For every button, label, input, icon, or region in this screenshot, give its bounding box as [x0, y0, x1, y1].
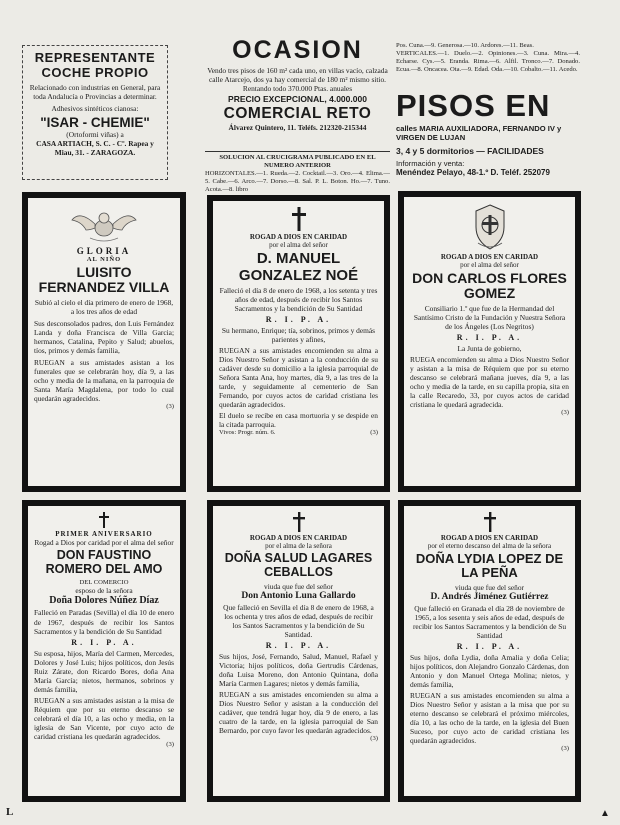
obituary-profession: DEL COMERCIO: [79, 578, 129, 586]
obituary-salud-lagares-ceballos: [207, 500, 390, 802]
obituary-date-text: Falleció el día 8 de enero de 1968, a los setenta y tres años de edad, después de recibir los Santos Sacramentos y la bendición de Su Santidad: [219, 286, 378, 314]
crossword-solution-body: HORIZONTALES.—1. Rueda.—2. Cocktail.—3. Oro.—4. Elima.—5. Cabe.—6. Arco.—7. Dorso.—8. Sal. P. L. Boton. Ho.—7. Tuno. Acota.—8. libro: [205, 169, 390, 191]
obituary-ripa: R. I. P. A.: [265, 315, 332, 325]
obituary-family-text: Sus hijos, doña Lydia, doña Amalia y doña Celia; hijos políticos, don Alejandro Gonzalo Cárdenas, don Antonio y don Manuel Ortega Molina; nietos, y demás familia,: [410, 652, 569, 689]
obituary-number: (3): [370, 734, 378, 742]
obituary-request-text: RUEGAN a sus amistades asistan a la misa de Réquiem que por su eterno descanso se celebrará el día 10, a las ocho y media, en la iglesia de San Vicente, por cuyo acto de caridad cristiana les quedarán agradecidos.: [34, 695, 174, 741]
ad-representante-title: REPRESENTANTE: [34, 50, 156, 65]
ad-pisos-streets: calles MARIA AUXILIADORA, FERNANDO IV y VIRGEN DE LUJAN: [396, 124, 562, 143]
angel-icon: [68, 204, 140, 244]
obituary-ripa: R. I. P. A.: [71, 637, 137, 647]
obituary-spouse-name: D. Andrés Jiménez Gutiérrez: [430, 591, 549, 602]
ad-representante-text: Relacionado con industrias en General, para toda Andalucía o Provincias a determinar.: [29, 83, 161, 102]
obituary-por-alma: por el alma de la señora: [265, 542, 332, 550]
obituary-name: D. MANUEL GONZALEZ NOÉ: [238, 250, 359, 284]
ad-representante-text-2: Adhesivos sintéticos cianosa:: [51, 104, 139, 114]
obituary-date-text: Que falleció en Granada el día 28 de noviembre de 1965, a los sesenta y seis años de edad, después de recibir los Santos Sacramentos y la bendición de Su Santidad: [412, 603, 567, 640]
ad-representante-brand: "ISAR - CHEMIE": [40, 115, 150, 131]
obituary-date-text: Falleció en Paradas (Sevilla) el día 10 de enero de 1967, después de recibir los Santos Sacramentos y la bendición de Su Santidad: [34, 608, 174, 636]
cross-icon: [293, 512, 305, 532]
obituary-por-alma: por el alma del señor: [460, 261, 519, 269]
obituary-name: DON CARLOS FLORES GOMEZ: [412, 270, 567, 302]
obituary-spouse-name: Don Antonio Luna Gallardo: [241, 590, 356, 601]
obituary-manuel-gonzalez-noe: [207, 195, 390, 492]
obituary-rogad: Rogad a Dios por caridad por el alma del señor: [34, 538, 174, 547]
crossword-solution: [205, 149, 390, 191]
cross-icon: [99, 512, 109, 528]
crossword-continued: [396, 42, 580, 90]
obituary-number: (3): [166, 740, 174, 748]
ad-ocasion-address: Álvarez Quintero, 11. Teléfs. 212320-215344: [228, 123, 367, 133]
obituary-faustino-romero-del-amo: [22, 500, 186, 802]
obituary-rogad: ROGAD A DIOS EN CARIDAD: [249, 233, 348, 241]
obituary-gloria: GLORIA: [76, 246, 132, 256]
ad-pisos-rooms: 3, 4 y 5 dormitorios — FACILIDADES: [396, 145, 544, 156]
obituary-number: (3): [166, 403, 174, 411]
obituary-date-text: Subió al cielo el día primero de enero de 1968, a los tres años de edad: [34, 297, 174, 316]
ad-pisos-title: PISOS EN: [396, 90, 551, 123]
obituary-request-text: RUEGAN a sus amistades encomienden su alma a Dios Nuestro Señor y asistan a la conducción de su cadáver desde su domicilio a la iglesia parroquial de Señora Santa Ana, hoy martes, día 9, a las tres de la tarde, y seguidamente al cementerio de San Fernando, por cuyos actos de caridad cristiana les quedarán agradecidos.: [219, 346, 378, 410]
ad-ocasion-price: PRECIO EXCEPCIONAL, 4.000.000: [228, 94, 367, 105]
obituary-name: LUISITO FERNANDEZ VILLA: [38, 264, 170, 296]
obituary-carlos-flores-gomez: [398, 191, 581, 492]
obituary-rogad: ROGAD A DIOS EN CARIDAD: [440, 534, 539, 542]
obituary-family-text: Su esposa, hijos, María del Carmen, Mercedes, Dolores y José Luis; hijos políticos, don Jesús Ruiz Zárate, don Ricardo Bores, doña Ana María García; nietos, hermanos, sobrinos y demás familia,: [34, 648, 174, 694]
obituary-family-text: Sus hijos, José, Fernando, Salud, Manuel, Rafael y Victoria; hijos políticos, doña Gertrudis Cárdenas, doña Luisa Moreno, don Antonio Quintana, doña María Carmen Lagares; nietos y demás familia,: [219, 651, 378, 688]
obituary-request-text: RUEGAN a sus amistades encomienden su alma a Dios Nuestro Señor y asistan a la misa que por su eterno descanso se celebrará el próximo miércoles, día 10, a las ocho de la tarde, en la iglesia del Buen Suceso, por cuyo acto de caridad cristiana les quedarán agradecidos.: [410, 690, 569, 746]
crossword-solution-title: SOLUCION AL CRUCIGRAMA PUBLICADO EN EL NUMERO ANTERIOR: [219, 154, 376, 169]
obituary-rogad: ROGAD A DIOS EN CARIDAD: [249, 534, 348, 542]
obituary-por-alma: por el alma del señor: [269, 241, 328, 249]
ad-pisos: [396, 90, 580, 186]
obituary-request-text: RUEGAN a sus amistades asistan a los funerales que se celebrarán hoy, día 9, a las ocho y media de la mañana, en la parroquia de Santa María Magdalena, por todo lo cual quedarán agradecidos.: [34, 357, 174, 404]
ad-ocasion-company: COMERCIAL RETO: [223, 105, 372, 123]
ad-pisos-info: Información y venta:: [396, 158, 465, 168]
obituary-rogad: ROGAD A DIOS EN CARIDAD: [440, 253, 539, 261]
obituary-date-text: Que falleció en Sevilla el día 8 de enero de 1968, a los ochenta y tres años de edad, después de recibir los Santos Sacramentos y la bendición de Su Santidad.: [223, 602, 374, 639]
cross-icon: [484, 512, 496, 532]
obituary-footer-text: Vivos: Progr. núm. 6.: [219, 429, 276, 437]
obituary-family-text: Su hermano, Enrique; tía, sobrinos, primos y demás parientes y afines,: [221, 326, 376, 345]
obituary-por-alma: por el eterno descanso del alma de la señora: [427, 542, 552, 550]
obituary-al-nino: AL NIÑO: [86, 256, 122, 263]
obituary-family-text: La Junta de gobierno,: [457, 343, 522, 353]
ad-representante-address: CASA ARTIACH, S. C. - Cº. Rapea y Miau, 31. - ZARAGOZA.: [36, 139, 154, 158]
obituary-request-text: RUEGA encomienden su alma a Dios Nuestro Señor y asistan a la misa de Réquiem que por su eterno descanso se celebrará mañana jueves, día 9, a las ocho y media de la tarde, en su capilla propia, sita en la calle Recaredo, 33, por cuyos actos de caridad cristiana le quedará agradecida.: [410, 354, 569, 410]
ad-representante: [22, 45, 168, 180]
ad-ocasion-body: Vendo tres pisos de 160 m² cada uno, en villas vacío, calzada calle Atarcejo, dos ya hay comercial de 180 m² mismo sitio. Rentando todo 370.000 Ptas. anuales: [207, 66, 388, 94]
obituary-name: DON FAUSTINO ROMERO DEL AMO: [45, 548, 163, 576]
obituary-lydia-lopez-de-la-pena: [398, 500, 581, 802]
coat-of-arms-icon: [470, 203, 510, 251]
ad-pisos-contact: Menéndez Pelayo, 48-1.º D. Teléf. 252079: [396, 167, 550, 177]
ad-representante-text-3: (Ortoformi viñas) a: [66, 130, 124, 140]
obituary-number: (3): [561, 409, 569, 417]
obituary-ripa: R. I. P. A.: [456, 641, 523, 651]
obituary-duelo-text: El duelo se recibe en casa mortuoria y se despide en la citada parroquia.: [219, 411, 378, 430]
obituary-ripa: R. I. P. A.: [456, 332, 523, 342]
obituary-name: DOÑA SALUD LAGARES CEBALLOS: [224, 551, 373, 579]
crossword-continued-body: VERTICALES.—1. Duelo.—2. Opiniones.—3. Cuna. Mira.—4. Echarse. Cys.—5. Eranda. Rima.—6. Alfil. Tronco.—7. Donado. Ecua.—8. Oncacea. Ota.—9. Edad. Oda.—10. Cobalto.—11. Acedo.: [396, 49, 580, 73]
obituary-viuda: viuda que fue del señor: [455, 582, 524, 592]
obituary-number: (3): [370, 429, 378, 437]
obituary-esposo: esposo de la señora: [75, 586, 133, 596]
obituary-name: DOÑA LYDIA LOPEZ DE LA PEÑA: [415, 551, 564, 581]
ad-ocasion: [205, 38, 390, 148]
obituary-luisito-fernandez-villa: [22, 192, 186, 492]
obituary-position-text: Consiliario 1.º que fue de la Hermandad del Santísimo Cristo de la Fundación y Nuestra Señora de los Ángeles (Los Negritos): [413, 303, 566, 331]
obituary-footer: [219, 429, 378, 437]
obituary-family-text: Sus desconsolados padres, don Luis Fernández Landa y doña Francisca de Villa Garcia; hermanos, Catalina, Pepito y Salud; abuelos, tíos, primos y demás familia,: [34, 318, 174, 355]
obituary-anniversary: PRIMER ANIVERSARIO: [55, 530, 153, 538]
footer-right-mark: ▲: [600, 808, 610, 819]
obituary-ripa: R. I. P. A.: [265, 640, 332, 650]
footer-left-mark: L: [6, 806, 14, 818]
obituary-request-text: RUEGAN a sus amistades encomienden su alma a Dios Nuestro Señor y asistan a la conducción del cadáver, que tendrá lugar hoy, día 9 de enero, a las cuatro de la tarde, en la iglesia parroquial de San Bernardo, por cuyo favor les quedarán agradecidos.: [219, 689, 378, 735]
obituary-number: (3): [561, 745, 569, 753]
ad-representante-subtitle: COCHE PROPIO: [41, 65, 149, 80]
obituary-spouse-name: Doña Dolores Núñez Díaz: [49, 595, 159, 607]
obituary-viuda: viuda que fue del señor: [264, 581, 333, 591]
crossword-continued-top: Pos. Cuna.—9. Generosa.—10. Ardores.—11. Beas.: [396, 42, 534, 49]
cross-icon: [292, 207, 306, 231]
ad-ocasion-title: OCASION: [232, 38, 363, 64]
